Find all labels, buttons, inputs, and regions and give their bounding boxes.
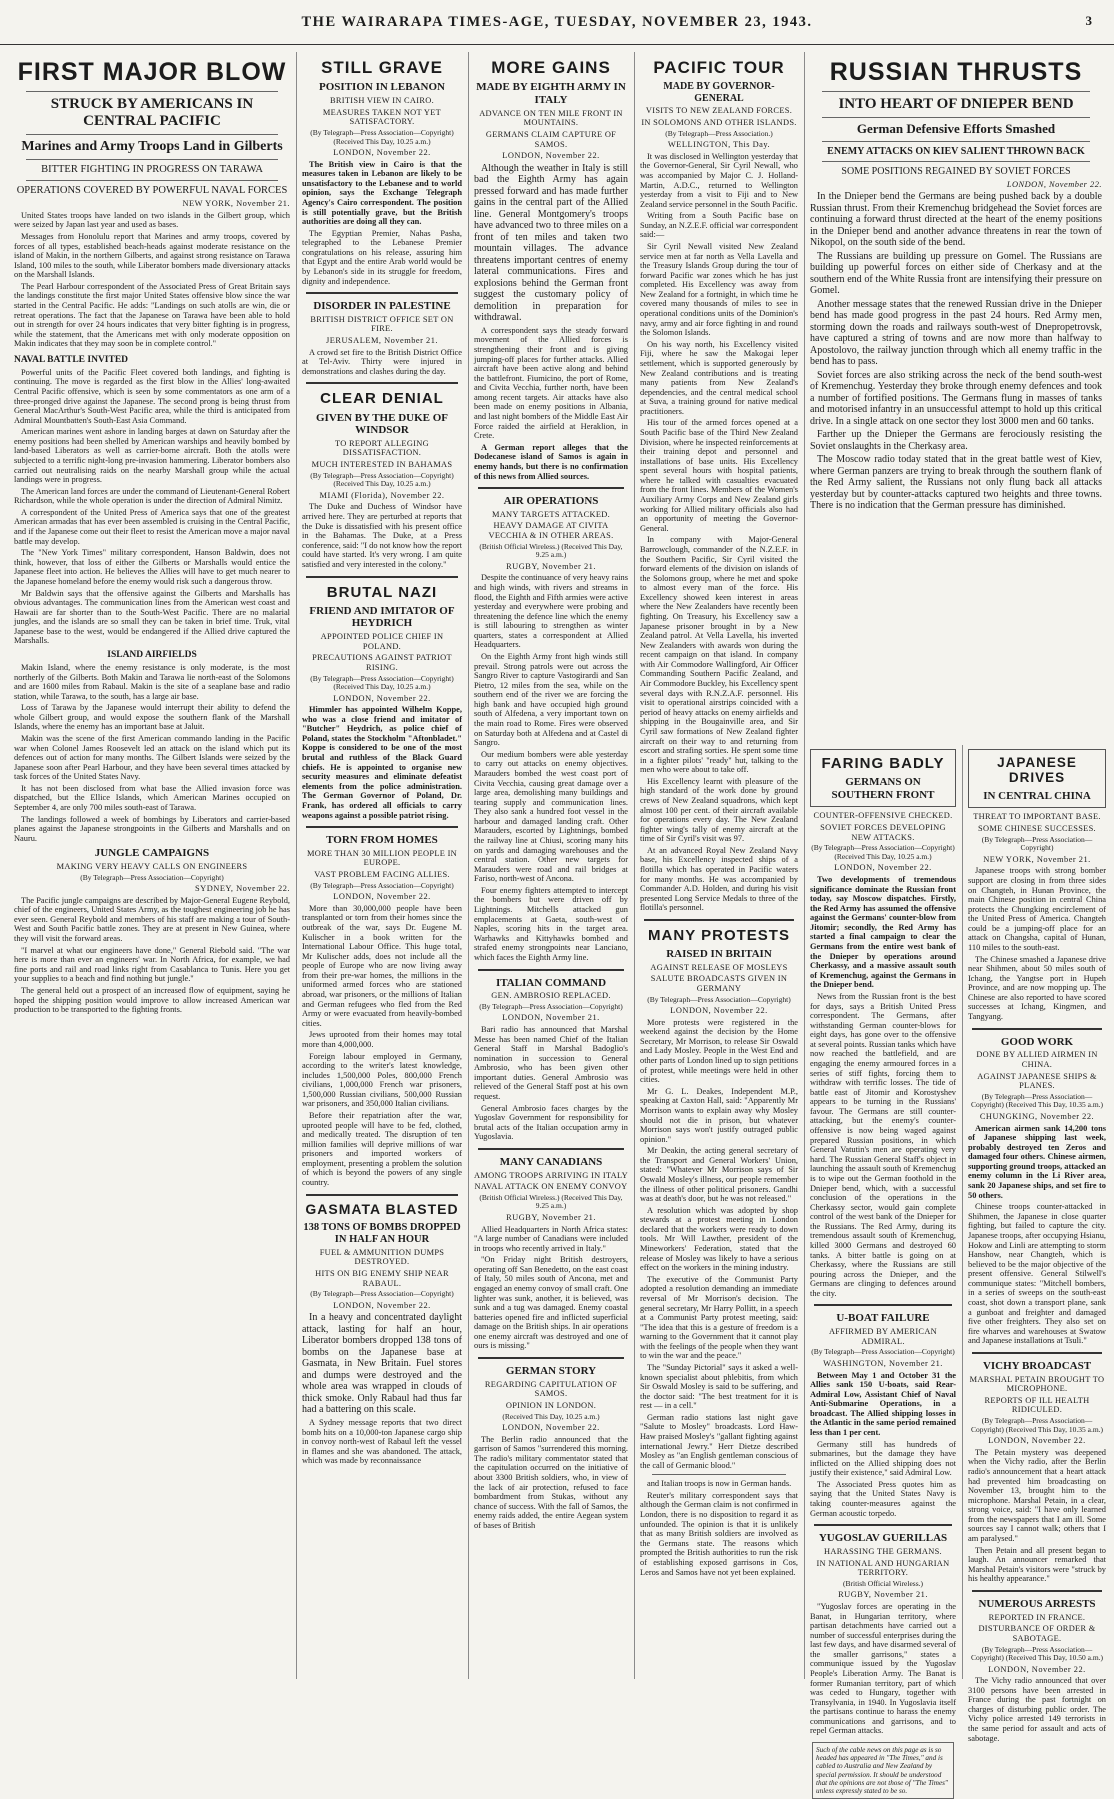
- dateline: LONDON, November 22.: [834, 863, 932, 873]
- section-subheading: AGAINST JAPANESE SHIPS & PLANES.: [977, 1071, 1097, 1091]
- subheadline: VISITS TO NEW ZEALAND FORCES.: [645, 106, 793, 116]
- paragraph: News from the Russian front is the best for days, says a British United Press correspondent. The Germans, after withstanding German counter-blows for eight days, has gone over to the offensive at several points. Russian tanks which have now reached the battlefield, and are engaging the enemy armoured forces in a series of stiff fights, forcing them to withdraw with terrific losses. The tide of battle east of Jitomir and Korostyshev appears to be turning in the Russians' favour. The Germans are still counter-attacking, but the enemy's counter-offensive is now being waged against prepared Russian positions, in which General Vatutin's men are operating very hard. The Russian General Staff's object in launching the assault south of Kremenchug is to wipe out the German foothold in the Dnieper bend, which, with a successful conclusion of the operations in the Cherkassy sector, would gain complete control of the west bank of the Dnieper for the Russians. The Red Army, during its tremendous assault south of Kremenchug, killed 3000 Germans and destroyed 60 tanks. A bitter battle is going on at Cherkassy, where the Russians are still pouring across the Dnieper, and the Germans are clinging to defences around the city.: [810, 991, 956, 1298]
- paragraph: A correspondent says the steady forward movement of the Allied forces is strengthening their front and is giving jumping-off places for further attacks. Allied aircraft have been active along and behind the battlefront. Fiumicino, the port of Rome, and Civita Vecchia, further north, have been among recent targets. Air attacks have also been made on enemy positions in Albania, and last night bombers of the Middle East Air Force raided the airfield at Heraklion, in Crete.: [474, 325, 628, 441]
- paragraph: Makin was the scene of the first American commando landing in the Pacific war when Colonel James Roosevelt led an attack on the island which put its defences out of action for many months. The Gilbert Islands were seized by the Japanese soon after Pearl Harbour, and they have been several times attacked by task forces of the United States Navy.: [14, 733, 290, 782]
- column-five-lower: [810, 745, 956, 1796]
- headline: CLEAR DENIAL: [320, 390, 444, 408]
- section-subheading: BRITISH DISTRICT OFFICE SET ON FIRE.: [310, 314, 454, 334]
- paragraph: Although the weather in Italy is still bad the Eighth Army has again pressed forward and has made further gains in the central part of the Allied line. General Montgomery's troops have advanced two to three miles on a front of ten miles and taken two mountain villages. The advance threatens important centres of enemy lateral communications. Fires and explosions behind the German front suggest the customary policy of demolition in preparation for withdrawal.: [474, 162, 628, 324]
- subheadline: GERMANS CLAIM CAPTURE OF SAMOS.: [485, 129, 617, 149]
- subheadline: MEASURES TAKEN NOT YET SATISFACTORY.: [322, 107, 442, 127]
- paragraph: Japanese troops with strong bomber support are closing in from three sides on Changteh, in Hunan Province, the main Chinese position in central China protects the Chungking encirclement of the United Press of America. Changteh could be a jumping-off place for an attack on Changsha, capital of Hunan, 110 miles to the south-east.: [968, 866, 1106, 952]
- paragraph: Messages from Honolulu report that Marines and army troops, covered by forces of all types, established beach-heads against moderate resistance on the island of Makin, in the northern Gilberts, and against strong resistance on Tarawa Island, 100 miles to the south, while Liberator bombers made diversionary attacks on the Marshall Islands.: [14, 231, 290, 280]
- source-line: (By Telegraph—Press Association—Copyright): [479, 1001, 623, 1011]
- section-subheading: REPORTS OF ILL HEALTH RIDICULED.: [984, 1395, 1090, 1415]
- paragraph: Bari radio has announced that Marshal Messe has been named Chief of the Italian General Staff in Marshal Badoglio's nomination in succession to General Ambrosio, who has been given other important duties. General Ambrosio was relieved of the General Staff post at his own request.: [474, 1024, 628, 1101]
- paragraph: Despite the continuance of very heavy rains and high winds, with rivers and streams in flood, the Eighth and Fifth armies were active yesterday and everywhere were probing and threatening the defence line which the enemy is still labouring to strengthen as winter quarters, states a correspondent at Allied Headquarters.: [474, 573, 628, 650]
- paragraph: Then Petain and all present began to laugh. An announcer remarked that Marshal Petain's visitors were "struck by his healthy appearance.": [968, 1545, 1106, 1584]
- source-line: (By Telegraph—Press Association—Copyright) (Received This Day, 10.25 a.m.): [310, 673, 454, 692]
- headline: JAPANESE DRIVES: [997, 755, 1077, 786]
- dateline: LONDON, November 22.: [670, 1006, 768, 1016]
- paragraph: The British view in Cairo is that the measures taken in Lebanon are likely to be unsatisfactory to the Lebanese and to world opinion, says the Exchange Telegraph Agency's Cairo correspondent. The position is still potentially grave, but the British authorities are doing all they can.: [302, 159, 462, 227]
- paragraph: Allied Headquarters in North Africa states: "A large number of Canadians were included in troops who recently arrived in Italy.": [474, 1224, 628, 1253]
- dateline: RUGBY, November 21.: [506, 561, 596, 571]
- headline: RUSSIAN THRUSTS: [829, 58, 1083, 86]
- subheadline: THREAT TO IMPORTANT BASE.: [973, 812, 1101, 822]
- headline: FARING BADLY: [821, 755, 945, 772]
- paragraph: In a heavy and concentrated daylight attack, lasting for half an hour, Liberator bombers dropped 138 tons of bombs on the Japanese base at Gasmata, in New Britain. Fuel stores and dumps were destroyed and the whole area was wrapped in clouds of thick smoke. Only Rabaul had thus far had a battering on this scale.: [302, 1312, 462, 1416]
- paragraph: American marines went ashore in landing barges at dawn on Saturday after the enemy positions had been shelled by American warships and heavily bombed by land-based Liberators as well as carrier-borne aircraft. Both the atolls were subjected to a terrific night-long pre-invasion hammering. Liberator bombers also carried out neutralising raids on the nearby Marshall group while the actual landings were in progress.: [14, 427, 290, 485]
- section-subheading: REPORTED IN FRANCE.: [988, 1612, 1086, 1622]
- paragraph: A German report alleges that the Dodecanese island of Samos is again in enemy hands, but there is no confirmation of this news from Allied sources.: [474, 442, 628, 481]
- subheadline: SOME CHINESE SUCCESSES.: [978, 824, 1096, 834]
- paragraph: The Petain mystery was deepened when the Vichy radio, after the Berlin radio's announcement that a heart attack had prevented him broadcasting on November 13, brought him to the microphone. Marshal Petain, in a clear, strong voice, said: "I have only learned from the newspapers that I am ill. Some sources say I cannot walk; others that I am paralysed.": [968, 1447, 1106, 1543]
- paragraph: In the Dnieper bend the Germans are being pushed back by a double Russian thrust. From their Kremenchug bridgehead the Soviet forces are continuing a forward thrust directed at the heart of the enemy positions in the Dnieper bend and another advance threatens in rear the town of Nikopol, on the south side of the bend.: [810, 191, 1102, 249]
- subheadline: HITS ON BIG ENEMY SHIP NEAR RABAUL.: [315, 1269, 449, 1288]
- paragraph: Loss of Tarawa by the Japanese would interrupt their ability to defend the whole Gilbert group, and would expose the southern flank of the Marshall Islands, where the enemy has an important base at Jaluit.: [14, 703, 290, 732]
- source-line: (By Telegraph—Press Association—Copyright): [981, 834, 1093, 853]
- source-line: (By Telegraph—Press Association—Copyright): [811, 1347, 955, 1357]
- source-line: (By Telegraph—Press Association—Copyright) (Received This Day, 10.25 a.m.): [811, 843, 955, 861]
- paragraph: On his way north, his Excellency visited Fiji, where he saw the Makogai leper settlement, which is supported generously by New Zealand contributions and is treating many patients from New Zealand's dependencies, and the central medical school at Suva, a training ground for native medical practitioners.: [640, 339, 798, 416]
- paragraph: The American land forces are under the command of Lieutenant-General Robert Richardson, while the whole operation is under the direction of Admiral Nimitz.: [14, 486, 290, 506]
- page-number: 3: [1085, 13, 1092, 28]
- source-line: (British Official Wireless.) (Received This Day, 9.25 a.m.): [479, 541, 623, 560]
- column-rule: [804, 52, 805, 1679]
- section-subheading: GEN. AMBROSIO REPLACED.: [491, 991, 611, 1001]
- source-line: (By Telegraph—Press Association.): [665, 128, 773, 138]
- section-heading: YUGOSLAV GUERILLAS: [818, 1532, 948, 1545]
- section-subheading: VAST PROBLEM FACING ALLIES.: [314, 870, 450, 880]
- dateline: NEW YORK, November 21.: [182, 199, 290, 209]
- source-line: (By Telegraph—Press Association—Copyright): [310, 1289, 454, 1299]
- section-heading: AIR OPERATIONS: [503, 495, 599, 508]
- headline: MANY PROTESTS: [648, 926, 790, 944]
- section-subheading: HEAVY DAMAGE AT CIVITA VECCHIA & IN OTHER AREAS.: [488, 521, 614, 541]
- subheadline: TO REPORT ALLEGING DISSATISFACTION.: [335, 438, 429, 458]
- section-subheading: HARASSING THE GERMANS.: [824, 1546, 942, 1556]
- paragraph: Jews uprooted from their homes may total more than 4,000,000.: [302, 1030, 462, 1049]
- paragraph: and Italian troops is now in German hands.: [647, 1479, 792, 1489]
- paragraph: The "Sunday Pictorial" says it asked a well-known specialist about phlebitis, from which Sir Oswald Mosley is said to be suffering, and the doctor said: "The best treatment for it is rest — in a cell.": [640, 1362, 798, 1411]
- dateline: LONDON, November 22.: [333, 693, 431, 703]
- paragraph: The Vichy radio announced that over 3100 persons have been arrested in France during the past fortnight on charges of disturbing public order. The Vichy police arrested 149 terrorists in the same period for assault and acts of sabotage.: [968, 1676, 1106, 1743]
- masthead: [0, 0, 1114, 45]
- section-subheading: AMONG TROOPS ARRIVING IN ITALY: [474, 1170, 628, 1180]
- section-subheading: DONE BY ALLIED AIRMEN IN CHINA.: [976, 1050, 1098, 1069]
- subheadline: SALUTE BROADCASTS GIVEN IN GERMANY: [650, 974, 788, 993]
- dateline: LONDON, November 22.: [988, 1664, 1086, 1674]
- subheadline: FRIEND AND IMITATOR OF HEYDRICH: [309, 604, 455, 630]
- article-first-major-blow: [14, 52, 290, 1679]
- paragraph: Sir Cyril Newall visited New Zealand service men at far north as Vella Lavella and the Treasury Islands Group during the tour of forward Pacific war zones which he has just completed. His Excellency was away from New Zealand for a fortnight, in which time he covered many thousands of miles to see in operational conditions units of the Dominion's navy, army and air force fighting in and round the Solomon Islands.: [640, 242, 798, 338]
- section-heading: NAVAL BATTLE INVITED: [14, 354, 129, 365]
- masthead-title: THE WAIRARAPA TIMES-AGE, TUESDAY, NOVEMBER 23, 1943.: [301, 13, 813, 30]
- paragraph: A correspondent of the United Press of America says that one of the greatest American armadas that has ever been assembled is cruising in the Central Pacific, and if the Japanese come out their fleet to resist the American move a major naval battle may develop.: [14, 507, 290, 546]
- paragraph: Between May 1 and October 31 the Allies sank 150 U-boats, said Rear-Admiral Low, Assistant Chief of Naval Anti-Submarine Operations, in a broadcast. The Allied shipping losses in the Atlantic in the same period remained less than 1 per cent.: [810, 1370, 956, 1437]
- subheadline: SOVIET FORCES DEVELOPING NEW ATTACKS.: [820, 823, 946, 842]
- subheadline: PRECAUTIONS AGAINST PATRIOT RISING.: [312, 653, 452, 672]
- paragraph: In company with Major-General Barrowclough, commander of the N.Z.E.F. in the Southern Pacific, Sir Cyril visited the forward elements of the division on islands of the Solomons group, where he met and spoke to almost every man of the force. His Excellency showed keen interest in areas where the New Zealanders have recently been fighting. On Treasury, his Excellency saw a Japanese prisoner brought in by a New Zealand patrol. At Vella Lavella, his inverted New Zealanders with awards won during the recent campaign on that island. In company with Air Commodore Wallingford, Air Officer Commanding Southern Pacific Zealand, and Air Commodore Buckley, his Excellency spent several days with R.N.Z.A.F. personnel. His visit to operational airstrips coincided with a period of heavy attacks on enemy airfields and shipping in the Bougainville area, and Sir Cyril saw formations of New Zealand fighter aircraft on their way to and returning from escort and strafing sorties. He spent some time in a fighter pilots' "ready" hut, talking to the men who were about to take off.: [640, 535, 798, 775]
- paragraph: More protests were registered in the weekend against the decision by the Home Secretary, Mr Morrison, to release Sir Oswald and Lady Mosley. People in the West End and other parts of London lined up to sign petitions of protest, while meetings were held in other cities.: [640, 1017, 798, 1085]
- dateline: LONDON, November 22.: [988, 1436, 1086, 1446]
- paragraph: His Excellency learnt with pleasure of the high standard of the work done by ground crews of New Zealand squadrons, which kept almost 100 per cent. of their aircraft available for operations every day. The New Zealand fighter wing's tally of enemy aircraft at the time of Sir Cyril's visit was 97.: [640, 776, 798, 844]
- paragraph: Himmler has appointed Wilhelm Koppe, who was a close friend and imitator of "Butcher" Heydrich, as police chief of Poland, states the Stockholm "Aftonbladet." Koppe is considered to be one of the most brutal and ruthless of the Black Guard chiefs. He is appointed to organise new security measures and eliminate defeatist elements from the police administration. The German Governor of Poland, Dr. Frank, has ordered all officials to carry weapons against a possible patriot rising.: [302, 705, 462, 820]
- subheadline: INTO HEART OF DNIEPER BEND: [838, 95, 1074, 112]
- subheadline: STRUCK BY AMERICANS IN CENTRAL PACIFIC: [50, 95, 254, 129]
- dateline: MIAMI (Florida), November 22.: [319, 490, 445, 500]
- subheadline: FUEL & AMMUNITION DUMPS DESTROYED.: [319, 1247, 445, 1267]
- paragraph: United States troops have landed on two islands in the Gilbert group, which were seized by Japan last year and used as bases.: [14, 210, 290, 230]
- paragraph: The Chinese smashed a Japanese drive near Shihmen, about 50 miles south of Ichang, the Yangtse port in Hupeh Province, and are now mopping up. The Chinese are also reported to have scored successes at Ichang, Kingmen, and Tangyang.: [968, 954, 1106, 1022]
- paragraph: Mr Baldwin says that the offensive against the Gilberts and Marshalls has obvious advantages. The communication lines from the American west coast and Hawaii are far shorter than to the South-West Pacific. There are no malarial jungles, and the islands are so small they can be taken in brief time. Truk, vital Japanese base to the west, would be endangered if the Allied drive captured the Marshalls.: [14, 588, 290, 646]
- headline: BRUTAL NAZI: [326, 583, 438, 601]
- paragraph: The Berlin radio announced that the garrison of Samos "surrendered this morning. The radio's military commentator stated that the capitulation occurred on the initiative of about 3300 British soldiers, who, in view of the lack of air protection, refused to face bombardment from Stukas, without any chance of success. With the fall of Samos, the enemy raids added, the entire Aegean system of bases of British: [474, 1434, 628, 1530]
- column-rule: [468, 52, 469, 1679]
- source-line: (By Telegraph—Press Association—Copyright): [310, 880, 454, 890]
- column-rule: [634, 52, 635, 1679]
- dateline: LONDON, November 22.: [333, 892, 431, 902]
- paragraph: The Russians are building up pressure on Gomel. The Russians are building up powerful forces on either side of Cherkasy and at the southern end of the White Russia front are intensifying their pressure on Gomel.: [810, 250, 1102, 297]
- section-subheading: IN NATIONAL AND HUNGARIAN TERRITORY.: [816, 1558, 950, 1578]
- dateline: LONDON, November 22.: [1006, 179, 1102, 189]
- section-heading: NUMEROUS ARRESTS: [978, 1597, 1096, 1610]
- subheadline: GIVEN BY THE DUKE OF WINDSOR: [315, 411, 449, 437]
- copyright-note: Such of the cable news on this page as is so headed has appeared in "The Times," and is cabled to Australia and New Zealand by special permission. It should be understood that the opinions are not those of "The Times" unless expressly stated to be so.: [812, 1742, 954, 1799]
- paragraph: "I marvel at what our engineers have done," General Riebold said. "The war here is more than ever an engineers' war. In North Africa, for example, we had fine ports and rail and road links right from Casablanca to Tunis. Here you get your supplies to a beach and find nothing but jungle.": [14, 945, 290, 984]
- section-subheading: AFFIRMED BY AMERICAN ADMIRAL.: [828, 1327, 938, 1346]
- section-heading: GERMAN STORY: [505, 1365, 597, 1378]
- paragraph: A crowd set fire to the British District Office at Tel-Aviv. Thirty were injured in demonstrations and clashes during the day.: [302, 347, 462, 376]
- paragraph: Four enemy fighters attempted to intercept the bombers but were driven off by Lightnings. Mitchells attacked gun emplacements at Gaeta, south-west of Naples, scoring hits in the target area. Warhawks and Kittyhawks bombed and strafed enemy strongpoints near Lanciano, which faces the Eighth Army line.: [474, 885, 628, 962]
- headline: STILL GRAVE: [321, 58, 443, 77]
- source-line: (By Telegraph—Press Association—Copyright) (Received This Day, 10.35 a.m.): [970, 1091, 1104, 1110]
- subheadline: Marines and Army Troops Land in Gilberts: [21, 139, 283, 154]
- section-subheading: DISTURBANCE OF ORDER & SABOTAGE.: [978, 1624, 1096, 1643]
- source-line: (By Telegraph—Press Association—Copyright) (Received This Day, 10.25 a.m.): [310, 470, 454, 489]
- dateline: LONDON, November 21.: [502, 1013, 600, 1023]
- source-line: (British Official Wireless.) (Received This Day, 9.25 a.m.): [479, 1192, 623, 1211]
- dateline: CHUNGKING, November 22.: [979, 1111, 1095, 1121]
- dateline: WASHINGTON, November 21.: [823, 1358, 943, 1368]
- section-heading: JUNGLE CAMPAIGNS: [94, 847, 210, 860]
- headline: MORE GAINS: [491, 58, 611, 77]
- paragraph: Farther up the Dnieper the Germans are ferociously resisting the Soviet onslaughts in the Cherkasy area.: [810, 429, 1102, 452]
- paragraph: Powerful units of the Pacific Fleet covered both landings, and fighting is continuing. The move is regarded as the first blow in the Allies' long-awaited Central Pacific offensive, which is seen by some commentators as one arm of a three-pronged drive against the Japanese. The second prong is being thrust from General MacArthur's South-West Pacific area, while the third is anticipated from Admiral Mountbatten's South-East Asia Command.: [14, 367, 290, 425]
- paragraph: Soviet forces are also striking across the neck of the bend south-west of Kremenchug. Yesterday they broke through enemy defences and took a number of fortified positions. The Germans flung in masses of tanks and motorised infantry in an unsuccessful attempt to hold up this critical drive. In a single attack on one sector they lost 3000 men and 60 tanks.: [810, 369, 1102, 427]
- dateline: LONDON, November 22.: [502, 151, 600, 161]
- section-heading: U-BOAT FAILURE: [836, 1312, 930, 1325]
- paragraph: Our medium bombers were able yesterday to carry out attacks on enemy objectives. Marauders bombed the west coast port of Civita Vecchia, causing great damage over a large area, demolishing many buildings and tearing supply and communication lines. They also sank a hundred foot vessel in the harbour and damaged landing craft. Other Marauders, escorted by Lightnings, bombed the railway line at Chiusi, scoring many hits on yards and damaging warehouses and the central station. Other new targets for Marauders were road and rail bridges at Fariso, north-west of Ancona.: [474, 749, 628, 884]
- dateline: LONDON, November 22.: [502, 1423, 600, 1433]
- paragraph: The Egyptian Premier, Nahas Pasha, telegraphed to the Lebanese Premier congratulations on his release, assuring him that Egypt and the entire Arab world would be by Lebanon's side in its struggle for freedom, dignity and independence.: [302, 228, 462, 286]
- column-rule: [296, 52, 297, 1679]
- paragraph: Mr Deakin, the acting general secretary of the Transport and General Workers' Union, stated: "Whatever Mr Morrison says of Sir Oswald Mosley's illness, our people remember the illness of other political prisoners. Gandhi was at death's door, but he was not released.": [640, 1146, 798, 1204]
- section-heading: ITALIAN COMMAND: [495, 976, 607, 989]
- headline: GASMATA BLASTED: [305, 1200, 459, 1217]
- subheadline: BRITISH VIEW IN CAIRO.: [330, 96, 434, 106]
- section-heading: DISORDER IN PALESTINE: [313, 300, 451, 313]
- paragraph: Before their repatriation after the war, uprooted people will have to be fed, clothed, and medically treated. The disruption of ten million families will deprive millions of war prisoners and imported workers of employment, presenting a problem the solution of which is beyond the powers of any single country.: [302, 1110, 462, 1188]
- subheadline: BITTER FIGHTING IN PROGRESS ON TARAWA: [41, 164, 263, 176]
- paragraph: At an advanced Royal New Zealand Navy base, his Excellency inspected ships of a flotilla which has operated in Pacific waters for many months. He was accompanied by Commander A.D. Holden, and during his visit presented Long Service Medals to three of the flotilla's personnel.: [640, 845, 798, 913]
- section-subheading: OPINION IN LONDON.: [505, 1400, 597, 1410]
- section-subheading: REGARDING CAPITULATION OF SAMOS.: [484, 1379, 618, 1399]
- section-heading: VICHY BROADCAST: [982, 1359, 1092, 1372]
- paragraph: American airmen sank 14,200 tons of Japanese shipping last week, probably destroyed ten Zeros and damaged four others. Chinese airmen, supporting ground troops, attacked an enemy column in the Li River area, sank 20 Japanese ships, and set fire to 50 others.: [968, 1123, 1106, 1200]
- paragraph: Foreign labour employed in Germany, according to the writer's latest knowledge, includes 1,500,000 Poles, 800,000 French civilians, 1,000,000 French war prisoners, 1,500,000 Russian civilians, 500,000 Russian war prisoners, and 350,000 Italian civilians.: [302, 1051, 462, 1109]
- subheadline: GERMANS ON SOUTHERN FRONT: [831, 776, 935, 801]
- paragraph: It has not been disclosed from what base the Allied invasion force was dispatched, but the Ellice Islands, which American Marines occupied on September 4, are only 700 miles south-east of Tarawa.: [14, 783, 290, 813]
- section-heading: MANY CANADIANS: [499, 1155, 603, 1168]
- paragraph: The Pearl Harbour correspondent of the Associated Press of Great Britain says the landings constitute the first major United States offensive blow since the war started in the Central Pacific. He adds: "Landings on such atolls are win, die or retreat operations. The fact that the Japanese on Tarawa have been able to hold out in strength for over 24 hours indicates that very bitter fighting is in progress, while the statement, that the Americans met with only moderate opposition on Makin indicates that they may soon be in complete control.": [14, 281, 290, 349]
- subheadline: 138 TONS OF BOMBS DROPPED IN HALF AN HOUR: [303, 1221, 461, 1245]
- section-heading: GOOD WORK: [1000, 1035, 1074, 1048]
- paragraph: On the Eighth Army front high winds still prevail. Strong patrols were out across the Sangro River to capture Vastogirardi and San Pietro, 12 miles from the sea, while on the southern end of the river we are forcing the high bank and have occupied high ground south of Alfedena, a very important town on the main road to Rome. Fires were observed on Saturday both at Alfedena and at Castel di Sangro.: [474, 652, 628, 748]
- section-subheading: NAVAL ATTACK ON ENEMY CONVOY: [474, 1182, 628, 1192]
- subheadline: AGAINST RELEASE OF MOSLEYS: [650, 962, 788, 972]
- paragraph: His tour of the armed forces opened at a South Pacific base of the Third New Zealand Division, where he inspected reinforcements at their training depot and personnel and installations of base units. His Excellency spent several hours with hospital patients, where he talked with casualties evacuated from the front lines. Members of the Women's Auxiliary Army Corps and New Zealand girls working for Allied military officials also had an opportunity of meeting the Governor-General.: [640, 418, 798, 533]
- column-six: [968, 745, 1106, 1743]
- section-subheading: MARSHAL PETAIN BROUGHT TO MICROPHONE.: [969, 1374, 1105, 1394]
- dateline: LONDON, November 22.: [333, 148, 431, 158]
- subheadline: OPERATIONS COVERED BY POWERFUL NAVAL FORCES: [16, 185, 288, 197]
- paragraph: German radio stations last night gave "Salute to Mosley" broadcasts. Lord Haw-Haw praised Mosley's "gallant fighting against international Jewry." Herr Dietze described Mosley as "an English gentleman conscious of the call of Germanic blood.": [640, 1412, 798, 1470]
- paragraph: The Pacific jungle campaigns are described by Major-General Eugene Reybold, chief of the engineers, United States Army, as the toughest engineering job he has ever seen. General Reybold and members of his staff are making a tour of South-West and South Pacific battle zones. They are at present in New Guinea, where they will visit the forward areas.: [14, 895, 290, 944]
- subheadline: IN SOLOMONS AND OTHER ISLANDS.: [641, 118, 797, 128]
- paragraph: The landings followed a week of bombings by Liberators and carrier-based planes against the Japanese strongpoints in the Gilberts and Marshalls and on Nauru.: [14, 814, 290, 843]
- subheadline: COUNTER-OFFENSIVE CHECKED.: [813, 811, 953, 821]
- paragraph: Writing from a South Pacific base on Sunday, an N.Z.E.F. official war correspondent said:—: [640, 211, 798, 240]
- paragraph: More than 30,000,000 people have been transplanted or torn from their homes since the outbreak of the war, says Dr. Eugene M. Kulischer in a book written for the International Labour Office. This huge total, Mr Kulischer adds, does not include all the people of Europe who are now living away from their pre-war homes, the millions in the uniformed armed forces who are stationed abroad, war prisoners, or the millions of Italian and German refugees who fled from the Red Army or were evacuated from heavily-bombed cities.: [302, 903, 462, 1028]
- subheadline: POSITION IN LEBANON: [319, 81, 445, 94]
- section-subheading: MANY TARGETS ATTACKED.: [491, 509, 611, 519]
- paragraph: The Duke and Duchess of Windsor have arrived here. They are perturbed at reports that the Duke is dissatisfied with his present office in the Bahamas. The Duke, at a Press conference, said: "I do not know how the report could have started. It's very wrong. I am quite satisfied and very interested in the colony.": [302, 502, 462, 569]
- section-heading: TORN FROM HOMES: [326, 834, 438, 847]
- subheadline: RAISED IN BRITAIN: [666, 948, 772, 960]
- dateline: NEW YORK, November 21.: [983, 854, 1091, 864]
- paragraph: Chinese troops counter-attacked in Shihmen, the Japanese in close quarter fighting, but failed to capture the city. Japanese troops, after occupying Hsianu, Hokow and Linli are attempting to storm Hanshow, near Changteh, which is believed to be the major objective of the present offensive. General Stilwell's communique states: "Mitchell bombers, in a series of sweeps on the south-east coast, shot down a transport plane, sank a gunboat and freighter and damaged five other freighters. They also set on fire wharves and warehouses at Swatow and Japanese installations at Tsuli.": [968, 1202, 1106, 1346]
- paragraph: A resolution which was adopted by shop stewards at a protest meeting in London declared that the workers were ready to down tools. Mr Will Lawther, president of the Mineworkers' Federation, stated that the release of Mosley was likely to have a serious effect on the workers in the mining industry.: [640, 1205, 798, 1273]
- source-line: (Received This Day, 10.25 a.m.): [502, 1411, 600, 1421]
- subheadline: APPOINTED POLICE CHIEF IN POLAND.: [320, 631, 444, 651]
- source-line: (British Official Wireless.): [842, 1578, 924, 1588]
- article-russian-thrusts: [810, 52, 1102, 742]
- paragraph: General Ambrosio faces charges by the Yugoslav Government for responsibility for brutal acts of the Italian occupation army in Yugoslavia.: [474, 1103, 628, 1142]
- source-line: (By Telegraph—Press Association—Copyright) (Received This Day, 10.25 a.m.): [310, 127, 454, 146]
- dateline: RUGBY, November 21.: [506, 1212, 596, 1222]
- paragraph: The Moscow radio today stated that in the great battle west of Kiev, where German panzers are trying to break through the southern flank of the Red Army salient, the Russians not only flung back all attacks yesterday but by counter-attacks captured two heights and three towns. There is no indication that the German pressure has diminished.: [810, 454, 1102, 512]
- column-two: [302, 52, 462, 1679]
- dateline: WELLINGTON, This Day.: [667, 140, 771, 150]
- headline: PACIFIC TOUR: [653, 58, 785, 77]
- subheadline: IN CENTRAL CHINA: [983, 789, 1091, 802]
- dateline: LONDON, November 22.: [333, 1300, 431, 1310]
- paragraph: Makin Island, where the enemy resistance is only moderate, is the most northerly of the Gilberts. Both Makin and Tarawa lie north-east of the Solomons and are 1600 miles from Rabaul. Makin is the site of a seaplane base and radio station, while Tarawa, to the south, has a large air base.: [14, 662, 290, 701]
- section-subheading: MAKING VERY HEAVY CALLS ON ENGINEERS: [56, 861, 248, 871]
- paragraph: "On Friday night British destroyers, operating off San Benedetto, on the east coast of Italy, 50 miles south of Ancona, met and engaged an enemy convoy of small craft. One lighter was sunk, another, it is believed, was sunk and a tug was damaged. Enemy coastal batteries opened fire and inflicted superficial damage on the British ships. In air operations one enemy aircraft was destroyed and one of ours is missing.": [474, 1255, 628, 1351]
- dateline: JERUSALEM, November 21.: [326, 336, 438, 346]
- source-line: (By Telegraph—Press Association—Copyright): [647, 994, 791, 1004]
- paragraph: "Yugoslav forces are operating in the Banat, in Hungarian territory, where partisan detachments have carried out a number of successful enterprises during the last few days, and have disarmed several of the smaller garrisons," states a communique issued by the Yugoslav People's Liberation Army. The Banat is former Rumanian territory, part of which was ceded to Hungary, together with Transylvania, in 1940. In Yugoslavia itself the partisans continue to harass the enemy communications and garrisons, and to repel German attacks.: [810, 1601, 956, 1736]
- dateline: RUGBY, November 21.: [838, 1590, 928, 1600]
- paragraph: A Sydney message reports that two direct bomb hits on a 10,000-ton Japanese cargo ship in convoy north-west of Rabaul left the vessel in flames and she was abandoned. The attack, which was made by reconnaissance: [302, 1417, 462, 1466]
- subheadline: ADVANCE ON TEN MILE FRONT IN MOUNTAINS.: [479, 108, 623, 128]
- subheadline: MUCH INTERESTED IN BAHAMAS: [311, 460, 453, 470]
- paragraph: Reuter's military correspondent says that although the German claim is not confirmed in London, there is no disposition to regard it as unfounded. The opinion is that it is unlikely that as many British soldiers are involved as the Germans state. The reasons which prompted the British authorities to run the risk of establishing exposed garrisons in Cos, Leros and Samos have not yet been explained.: [640, 1490, 798, 1577]
- paragraph: Two developments of tremendous significance dominate the Russian front today, say Moscow dispatches. Firstly, the Red Army has assumed the offensive against the Germans' counter-blow from Jitomir; secondly, the Red Army has started a final campaign to clear the Germans from the entire west bank of the Dnieper by operations around Cherkassy, and a massive assault south of Kremenchug, against the Germans in the Dnieper bend.: [810, 875, 956, 990]
- source-line: (By Telegraph—Press Association—Copyright) (Received This Day, 10.35 a.m.): [970, 1416, 1104, 1434]
- headline: FIRST MAJOR BLOW: [17, 58, 287, 86]
- column-three: [474, 52, 628, 1679]
- paragraph: The executive of the Communist Party adopted a resolution demanding an immediate reversal of Mr Morrison's decision. The general secretary, Mr Harry Pollitt, in a speech at a Communist Party protest meeting, said: "The idea that this is a gesture of freedom is a warning to the Government that it cannot play with the feelings of the people when they want to win the war and the peace.": [640, 1274, 798, 1361]
- section-heading: ISLAND AIRFIELDS: [107, 650, 197, 660]
- paragraph: It was disclosed in Wellington yesterday that the Governor-General, Sir Cyril Newall, who was accompanied by Major C. J. Holland-Martin, A.D.C., returned to Wellington yesterday from a visit to Fiji and to New Zealand service personnel in the South Pacific.: [640, 151, 798, 209]
- subheadline: MADE BY GOVERNOR-GENERAL: [663, 81, 775, 104]
- column-rule: [962, 745, 963, 1679]
- subheadline: ENEMY ATTACKS ON KIEV SALIENT THROWN BACK: [827, 145, 1085, 157]
- paragraph: The "New York Times" military correspondent, Hanson Baldwin, does not think, however, that loss of either the Gilberts or Marshalls would entice the Japanese fleet into action. He believes the Allies will have to get much nearer to the Japanese homeland before the enemy would risk such a dangerous throw.: [14, 548, 290, 586]
- paragraph: The Associated Press quotes him as saying that the United States Navy is taking counter-measures against the German acoustic torpedo.: [810, 1479, 956, 1518]
- source-line: (By Telegraph—Press Association—Copyright): [80, 872, 224, 882]
- column-four: [640, 52, 798, 1679]
- section-subheading: MORE THAN 30 MILLION PEOPLE IN EUROPE.: [306, 848, 458, 868]
- paragraph: Mr G. L. Deakes, Independent M.P., speaking at Caxton Hall, said: "Apparently Mr Morrison wants to explain away why Mosley should not die in prison, but whatever Morrison says won't justify outraged public opinion.": [640, 1086, 798, 1144]
- paragraph: Another message states that the renewed Russian drive in the Dnieper bend has made good progress in the past 24 hours. Red Army men, storming down the roads and railways south-west of Dnepropetrovsk, have captured a string of towns and are now more than halfway to Apostolovo, the railway junction through which all enemy traffic in the bend has to pass.: [810, 298, 1102, 368]
- source-line: (By Telegraph—Press Association—Copyright) (Received This Day, 10.50 a.m.): [970, 1644, 1104, 1663]
- paragraph: Germany still has hundreds of submarines, but the damage they have inflicted on the Allied shipping does not justify their existence," said Admiral Low.: [810, 1439, 956, 1478]
- dateline: SYDNEY, November 22.: [195, 884, 290, 894]
- subheadline: MADE BY EIGHTH ARMY IN ITALY: [476, 81, 626, 107]
- subheadline: German Defensive Efforts Smashed: [856, 120, 1056, 136]
- paragraph: The general held out a prospect of an increased flow of equipment, saying he hoped the shipping position would improve to allow increased American war production to be transported to the fighting fronts.: [14, 985, 290, 1015]
- subheadline: SOME POSITIONS REGAINED BY SOVIET FORCES: [841, 166, 1071, 178]
